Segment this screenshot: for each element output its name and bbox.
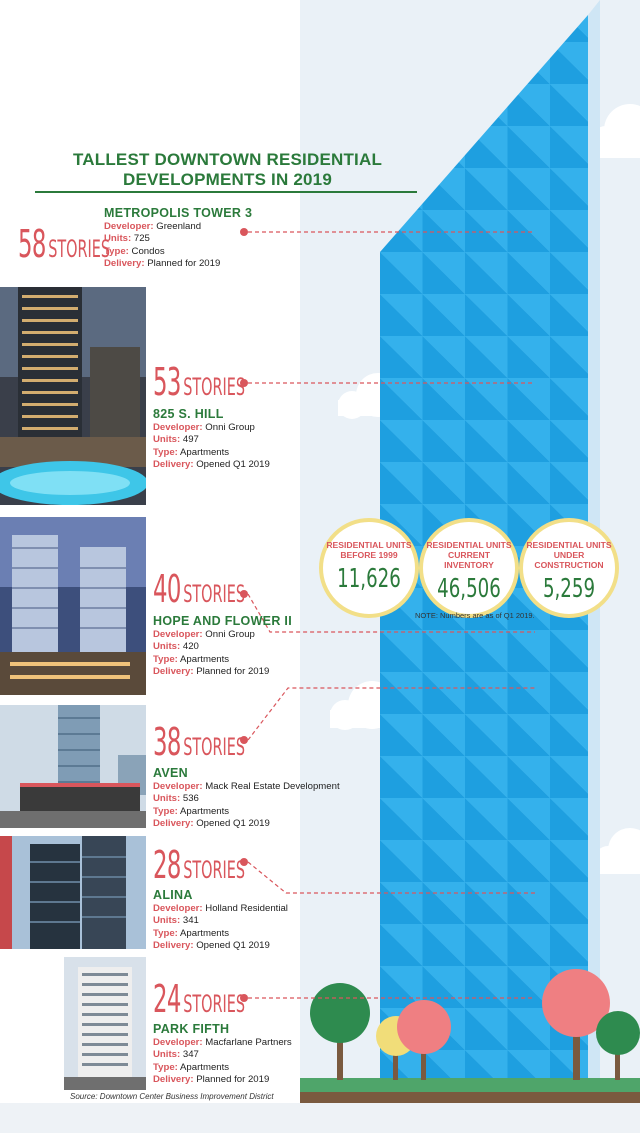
stories-count-6: 24STORIES bbox=[153, 977, 245, 1021]
photo-825-s-hill bbox=[0, 287, 146, 505]
development-park-fifth: PARK FIFTH Developer: Macfarlane Partners Units: 347 Type: Apartments Delivery: Planned for 2019 bbox=[153, 1022, 292, 1086]
development-metropolis-tower-3: METROPOLIS TOWER 3 Developer: Greenland Units: 725 Type: Condos Delivery: Planned for 2019 bbox=[104, 206, 253, 270]
development-name: METROPOLIS TOWER 3 bbox=[104, 206, 253, 220]
development-name: ALINA bbox=[153, 888, 193, 902]
title-line-2: DEVELOPMENTS IN 2019 bbox=[122, 170, 332, 189]
stat-circle-before-1999: RESIDENTIAL UNITS BEFORE 1999 11,626 bbox=[319, 518, 419, 618]
photo-hope-and-flower bbox=[0, 517, 146, 695]
stat-circle-under-construction: RESIDENTIAL UNITS UNDER CONSTRUCTION 5,259 bbox=[519, 518, 619, 618]
photo-alina bbox=[0, 836, 146, 949]
development-name: HOPE AND FLOWER II bbox=[153, 614, 292, 628]
stat-value: 11,626 bbox=[337, 564, 401, 594]
stories-count-2: 53STORIES bbox=[153, 360, 245, 404]
source-credit: Source: Downtown Center Business Improvement District bbox=[70, 1092, 274, 1101]
stories-count-3: 40STORIES bbox=[153, 567, 245, 611]
development-hope-and-flower-ii: HOPE AND FLOWER II Developer: Onni Group Units: 420 Type: Apartments Delivery: Planned for 2019 bbox=[153, 614, 292, 678]
photo-park-fifth bbox=[64, 957, 146, 1090]
tree-green-right bbox=[596, 1011, 640, 1080]
stories-count-5: 28STORIES bbox=[153, 843, 245, 887]
stories-count-1: 58STORIES bbox=[18, 222, 110, 266]
development-alina: ALINA Developer: Holland Residential Units: 341 Type: Apartments Delivery: Opened Q1 2019 bbox=[153, 888, 288, 952]
stat-value: 46,506 bbox=[437, 574, 501, 604]
title-divider bbox=[35, 191, 417, 193]
page-title bbox=[40, 150, 415, 190]
development-name: AVEN bbox=[153, 766, 189, 780]
title-line-1: TALLEST DOWNTOWN RESIDENTIAL bbox=[72, 150, 383, 169]
development-name: PARK FIFTH bbox=[153, 1022, 230, 1036]
stories-count-4: 38STORIES bbox=[153, 720, 245, 764]
development-aven: AVEN Developer: Mack Real Estate Development Units: 536 Type: Apartments Delivery: Opened Q1 2019 bbox=[153, 766, 340, 830]
stats-note: NOTE: Numbers are as of Q1 2019. bbox=[415, 611, 535, 620]
stat-circle-current-inventory: RESIDENTIAL UNITS CURRENT INVENTORY 46,506 bbox=[419, 518, 519, 618]
development-name: 825 S. HILL bbox=[153, 407, 224, 421]
cloud-right-lower bbox=[594, 828, 640, 874]
development-825-s-hill: 825 S. HILL Developer: Onni Group Units: 497 Type: Apartments Delivery: Opened Q1 2019 bbox=[153, 407, 270, 471]
photo-aven bbox=[0, 705, 146, 828]
stat-value: 5,259 bbox=[542, 574, 596, 604]
